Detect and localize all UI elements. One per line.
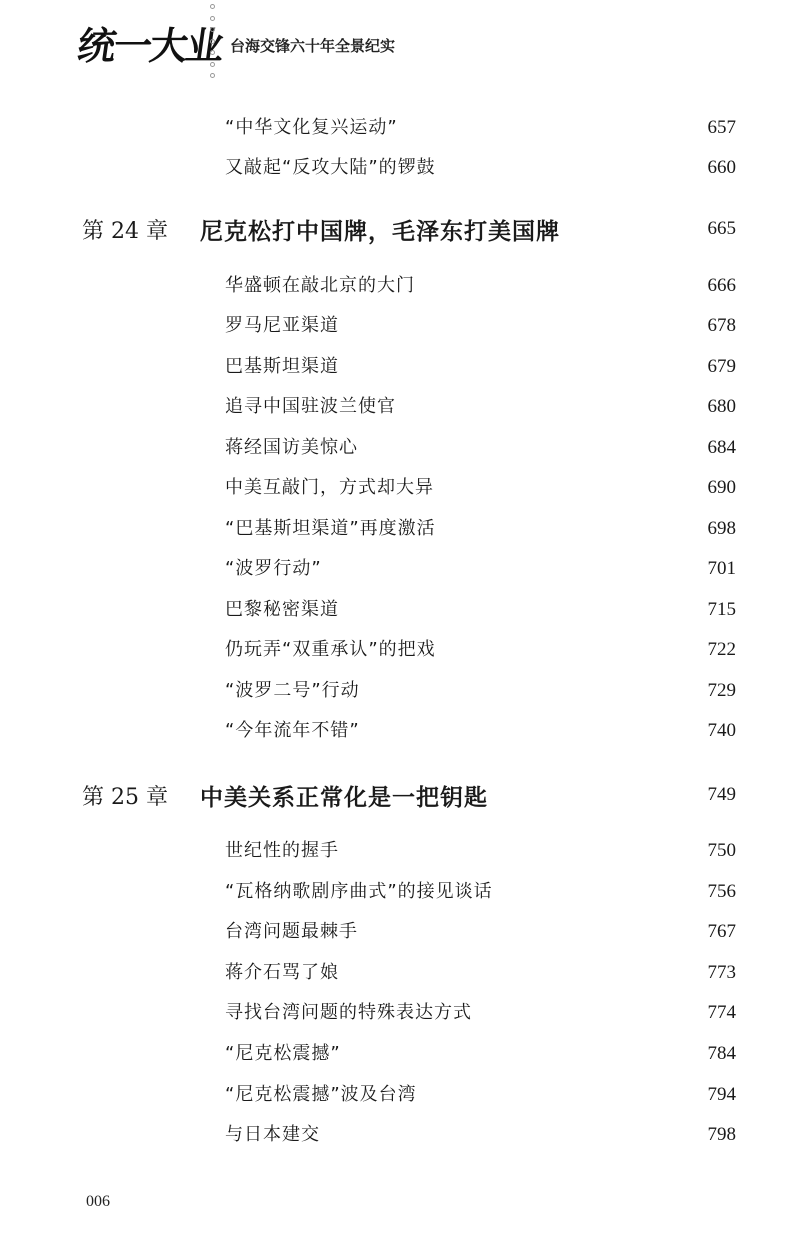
toc-section-row xyxy=(0,431,800,465)
chapter-label: 第 24 章 xyxy=(82,219,168,244)
toc-section-row xyxy=(0,471,800,505)
folio-page-number: 006 xyxy=(86,1193,110,1210)
section-title: 台湾问题最棘手 xyxy=(225,921,358,942)
chapter-page-number: 665 xyxy=(707,218,736,239)
toc-section-row xyxy=(0,1078,800,1112)
section-page-number: 678 xyxy=(707,315,736,336)
section-title: 仍玩弄“双重承认”的把戏 xyxy=(225,639,436,660)
section-page-number: 722 xyxy=(707,639,736,660)
section-page-number: 698 xyxy=(707,518,736,539)
section-page-number: 690 xyxy=(707,477,736,498)
section-page-number: 729 xyxy=(707,680,736,701)
section-title: 蒋经国访美惊心 xyxy=(225,437,358,458)
toc-chapter-row xyxy=(0,212,800,246)
section-title: 与日本建交 xyxy=(225,1124,320,1145)
section-title: “今年流年不错” xyxy=(225,720,360,741)
section-title: 又敲起“反攻大陆”的锣鼓 xyxy=(225,157,436,178)
section-title: 蒋介石骂了娘 xyxy=(225,962,339,983)
dot-ornament xyxy=(210,27,215,32)
book-subtitle: 台海交锋六十年全景纪实 xyxy=(230,37,396,55)
toc-section-row xyxy=(0,1118,800,1152)
toc-section-row xyxy=(0,350,800,384)
toc-section-row xyxy=(0,512,800,546)
toc-section-row xyxy=(0,714,800,748)
section-page-number: 798 xyxy=(707,1124,736,1145)
toc-section-row xyxy=(0,151,800,185)
running-header xyxy=(74,22,498,70)
toc-section-row xyxy=(0,390,800,424)
toc-section-row xyxy=(0,1037,800,1071)
decorative-dots xyxy=(208,4,216,78)
section-title: “尼克松震撼”波及台湾 xyxy=(225,1084,417,1105)
dot-ornament xyxy=(210,4,215,9)
toc-section-row xyxy=(0,309,800,343)
section-page-number: 750 xyxy=(707,840,736,861)
chapter-title: 中美关系正常化是一把钥匙 xyxy=(200,785,488,811)
dot-ornament xyxy=(210,50,215,55)
dot-ornament xyxy=(210,39,215,44)
toc-section-row xyxy=(0,269,800,303)
chapter-label: 第 25 章 xyxy=(82,785,168,810)
toc-section-row xyxy=(0,593,800,627)
section-title: 寻找台湾问题的特殊表达方式 xyxy=(225,1002,472,1023)
section-page-number: 660 xyxy=(707,157,736,178)
section-title: 追寻中国驻波兰使官 xyxy=(225,396,396,417)
section-title: 华盛顿在敲北京的大门 xyxy=(225,275,415,296)
chapter-page-number: 749 xyxy=(707,784,736,805)
chapter-title: 尼克松打中国牌，毛泽东打美国牌 xyxy=(200,219,560,245)
toc-section-row xyxy=(0,674,800,708)
section-page-number: 740 xyxy=(707,720,736,741)
section-page-number: 657 xyxy=(707,117,736,138)
dot-ornament xyxy=(210,16,215,21)
section-title: 中美互敲门，方式却大异 xyxy=(225,477,434,498)
section-title: 世纪性的握手 xyxy=(225,840,339,861)
toc-chapter-row xyxy=(0,778,800,812)
dot-ornament xyxy=(210,62,215,67)
toc-section-row xyxy=(0,834,800,868)
section-title: “巴基斯坦渠道”再度激活 xyxy=(225,518,436,539)
section-page-number: 767 xyxy=(707,921,736,942)
section-page-number: 756 xyxy=(707,881,736,902)
section-page-number: 684 xyxy=(707,437,736,458)
toc-section-row xyxy=(0,875,800,909)
section-title: “波罗二号”行动 xyxy=(225,680,360,701)
section-page-number: 679 xyxy=(707,356,736,377)
section-page-number: 666 xyxy=(707,275,736,296)
section-title: 罗马尼亚渠道 xyxy=(225,315,339,336)
section-title: “尼克松震撼” xyxy=(225,1043,341,1064)
toc-section-row xyxy=(0,633,800,667)
book-title-logo: 统一大业 xyxy=(74,23,226,68)
section-page-number: 774 xyxy=(707,1002,736,1023)
section-title: 巴黎秘密渠道 xyxy=(225,599,339,620)
toc-section-row xyxy=(0,915,800,949)
section-title: “中华文化复兴运动” xyxy=(225,117,398,138)
toc-section-row xyxy=(0,956,800,990)
section-page-number: 794 xyxy=(707,1084,736,1105)
section-page-number: 784 xyxy=(707,1043,736,1064)
section-title: 巴基斯坦渠道 xyxy=(225,356,339,377)
section-title: “波罗行动” xyxy=(225,558,322,579)
toc-section-row xyxy=(0,996,800,1030)
toc-section-row xyxy=(0,552,800,586)
section-page-number: 715 xyxy=(707,599,736,620)
section-page-number: 773 xyxy=(707,962,736,983)
section-page-number: 680 xyxy=(707,396,736,417)
dot-ornament xyxy=(210,73,215,78)
toc-section-row xyxy=(0,111,800,145)
section-page-number: 701 xyxy=(707,558,736,579)
section-title: “瓦格纳歌剧序曲式”的接见谈话 xyxy=(225,881,493,902)
